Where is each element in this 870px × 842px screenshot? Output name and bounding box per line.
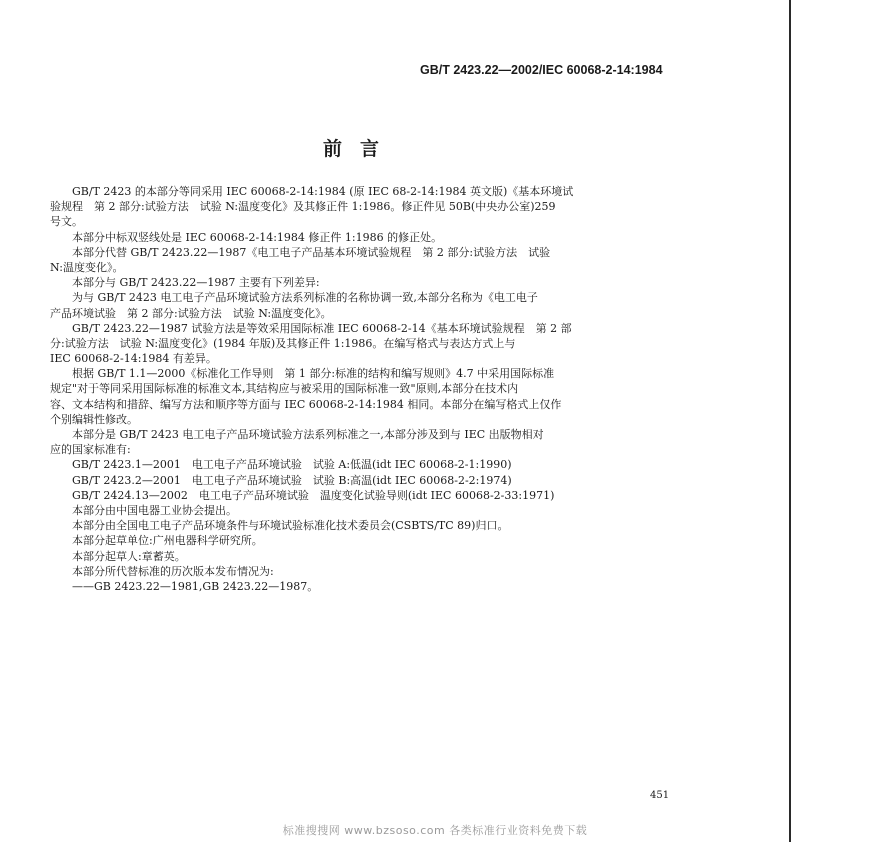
text-line: IEC 60068-2-14:1984 有差异。	[50, 352, 217, 366]
text-line: 本部分代替 GB/T 2423.22—1987《电工电子产品基本环境试验规程 第 2 部分:试验方法 试验	[72, 245, 551, 259]
text-line: 根据 GB/T 1.1—2000《标准化工作导则 第 1 部分:标准的结构和编写规则》4.7 中采用国际标准	[72, 367, 555, 381]
text-line: 本部分与 GB/T 2423.22—1987 主要有下列差异:	[72, 276, 320, 290]
preface-body	[50, 184, 711, 594]
text-line: GB/T 2423.22—1987 试验方法是等效采用国际标准 IEC 60068-2-14《基本环境试验规程 第 2 部	[72, 321, 572, 335]
page-title: 前言	[322, 138, 397, 160]
text-line: 本部分是 GB/T 2423 电工电子产品环境试验方法系列标准之一,本部分涉及到与 IEC 出版物相对	[72, 428, 544, 441]
text-line: 本部分所代替标准的历次版本发布情况为:	[72, 564, 274, 578]
page-number: 451	[650, 790, 670, 801]
right-margin-rule	[789, 0, 791, 842]
text-line: 本部分由全国电工电子产品环境条件与环境试验标准化技术委员会(CSBTS/TC 89)归口。	[72, 519, 509, 533]
text-line: GB/T 2423 的本部分等同采用 IEC 60068-2-14:1984 (原 IEC 68-2-14:1984 英文版)《基本环境试	[72, 185, 574, 198]
standard-code-header: GB/T 2423.22—2002/IEC 60068-2-14:1984	[420, 63, 663, 77]
text-line: 为与 GB/T 2423 电工电子产品环境试验方法系列标准的名称协调一致,本部分名称为《电工电子	[72, 291, 538, 305]
text-line: N:温度变化》。	[50, 260, 124, 274]
text-line: 号文。	[50, 215, 83, 229]
text-line: 本部分起草单位:广州电器科学研究所。	[72, 534, 263, 548]
text-line: 本部分由中国电器工业协会提出。	[72, 503, 237, 517]
text-line: GB/T 2423.1—2001 电工电子产品环境试验 试验 A:低温(idt IEC 60068-2-1:1990)	[72, 458, 512, 472]
text-line: 分:试验方法 试验 N:温度变化》(1984 年版)及其修正件 1:1986。在编写格式与表达方式上与	[50, 336, 516, 350]
text-line: GB/T 2424.13—2002 电工电子产品环境试验 温度变化试验导则(idt IEC 60068-2-33:1971)	[72, 488, 555, 502]
text-line: ——GB 2423.22—1981,GB 2423.22—1987。	[72, 579, 319, 593]
text-line: 个别编辑性修改。	[50, 412, 138, 426]
text-line: 应的国家标准有:	[50, 443, 131, 457]
text-line: 容、文本结构和措辞、编写方法和顺序等方面与 IEC 60068-2-14:1984 相同。本部分在编写格式上仅作	[50, 397, 562, 411]
watermark-footer: 标准搜搜网 www.bzsoso.com 各类标准行业资料免费下载	[282, 824, 588, 837]
text-line: 本部分起草人:章蓄英。	[72, 549, 186, 563]
text-line: 规定"对于等同采用国际标准的标准文本,其结构应与被采用的国际标准一致"原则,本部分在技术内	[50, 382, 519, 396]
text-line: 验规程 第 2 部分:试验方法 试验 N:温度变化》及其修正件 1:1986。修正件见 50B(中央办公室)259	[50, 200, 556, 214]
text-line: 本部分中标双竖线处是 IEC 60068-2-14:1984 修正件 1:1986 的修正处。	[72, 230, 443, 244]
text-line: 产品环境试验 第 2 部分:试验方法 试验 N:温度变化》。	[50, 306, 332, 320]
text-line: GB/T 2423.2—2001 电工电子产品环境试验 试验 B:高温(idt IEC 60068-2-2:1974)	[72, 473, 512, 487]
